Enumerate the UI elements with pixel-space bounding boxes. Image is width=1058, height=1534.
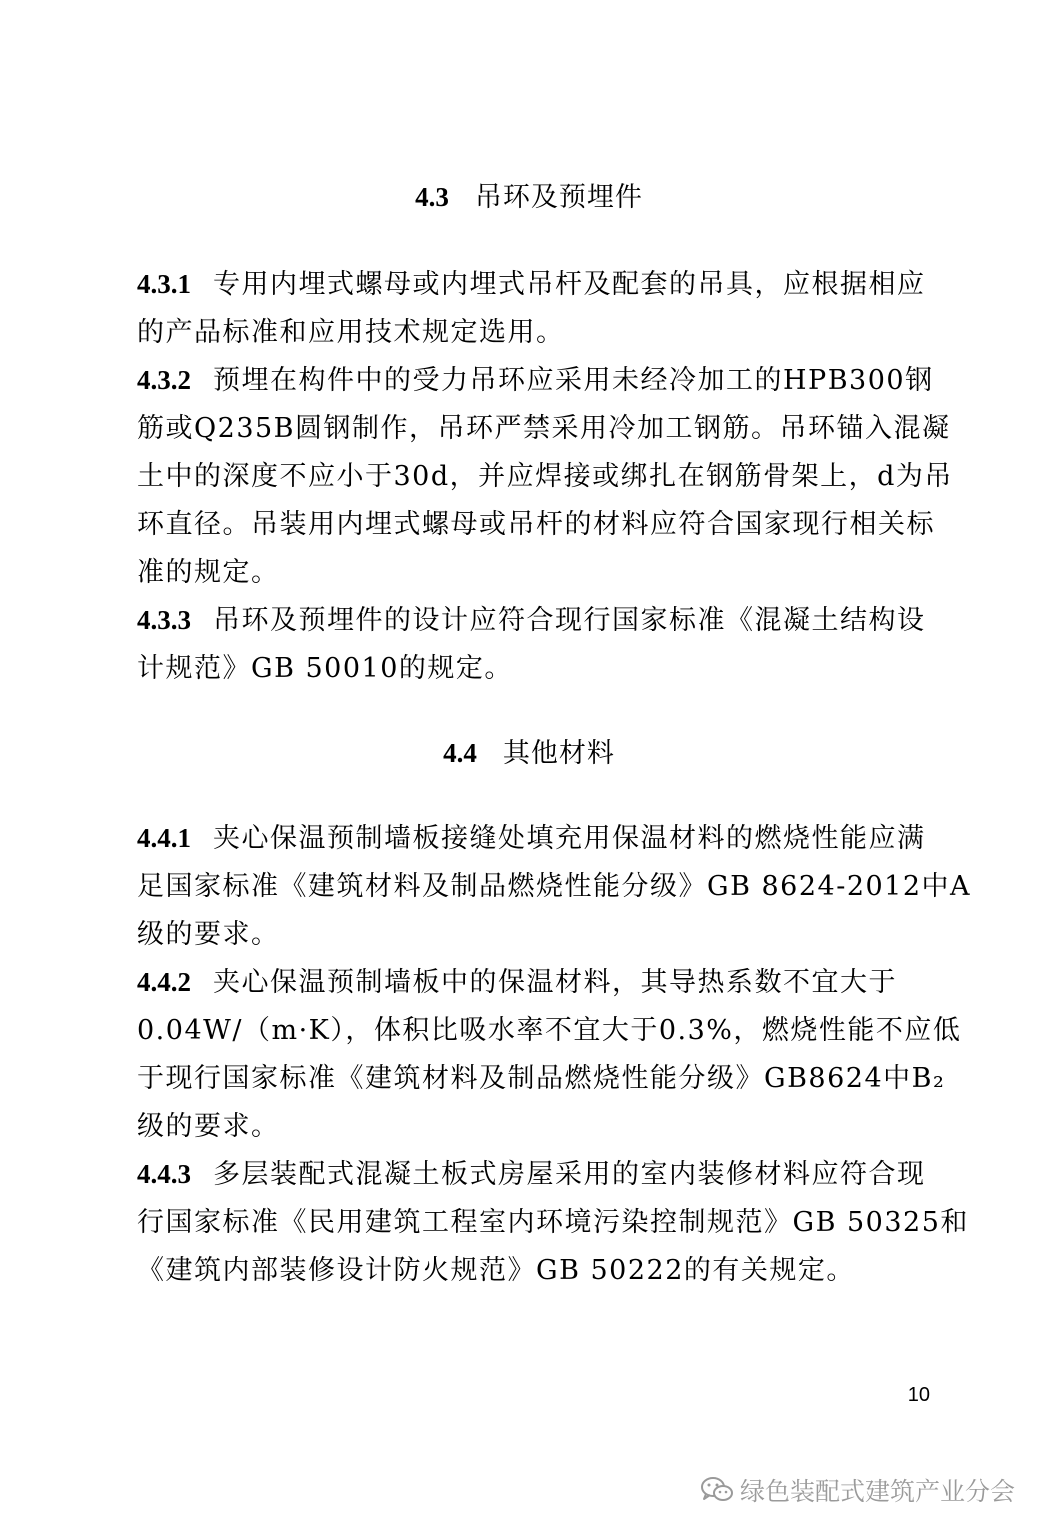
clause-4-4-2: [137, 958, 962, 1151]
clause-line: 于现行国家标准《建筑材料及制品燃烧性能分级》GB8624中B₂: [137, 1063, 946, 1094]
clause-line: 0.04W/（m·K），体积比吸水率不宜大于0.3%，燃烧性能不应低: [137, 1015, 962, 1046]
clause-line: 4.4.3 多层装配式混凝土板式房屋采用的室内装修材料应符合现: [137, 1150, 927, 1199]
section-heading-4-4: [0, 733, 1058, 774]
clause-number: 4.3.2: [137, 365, 191, 395]
watermark-text: 绿色装配式建筑产业分会: [740, 1477, 1016, 1506]
clause-line: 级的要求。: [137, 1111, 280, 1142]
clause-line: 级的要求。: [137, 919, 280, 950]
clause-line: 4.3.3 吊环及预埋件的设计应符合现行国家标准《混凝土结构设: [137, 596, 927, 645]
clause-line: 行国家标准《民用建筑工程室内环境污染控制规范》GB 50325和: [137, 1207, 969, 1238]
clause-line: 足国家标准《建筑材料及制品燃烧性能分级》GB 8624-2012中A: [137, 871, 972, 902]
wechat-icon: [700, 1476, 734, 1504]
clause-line: 4.4.2 夹心保温预制墙板中的保温材料，其导热系数不宜大于: [137, 958, 927, 1007]
clause-line: 4.3.1 专用内埋式螺母或内埋式吊杆及配套的吊具，应根据相应: [137, 260, 927, 309]
page-number: 10: [907, 1384, 930, 1406]
clause-line: 计规范》GB 50010的规定。: [137, 653, 513, 684]
clause-line: 土中的深度不应小于30d，并应焊接或绑扎在钢筋骨架上，d为吊: [137, 461, 953, 492]
clause-number: 4.3.3: [137, 605, 191, 635]
section-title: 其他材料: [502, 738, 615, 769]
section-number: 4.4: [443, 738, 477, 768]
clause-4-4-3: [137, 1150, 969, 1295]
clause-line: 《建筑内部装修设计防火规范》GB 50222的有关规定。: [137, 1255, 855, 1286]
clause-4-3-1: [137, 260, 927, 357]
clause-line: 4.3.2 预埋在构件中的受力吊环应采用未经冷加工的HPB300钢: [137, 356, 927, 405]
clause-line: 环直径。吊装用内埋式螺母或吊杆的材料应符合国家现行相关标: [137, 509, 935, 540]
clause-4-3-2: [137, 356, 953, 597]
clause-line: 4.4.1 夹心保温预制墙板接缝处填充用保温材料的燃烧性能应满: [137, 814, 927, 863]
clause-line: 准的规定。: [137, 557, 280, 588]
clause-number: 4.4.3: [137, 1159, 191, 1189]
section-number: 4.3: [415, 182, 449, 212]
clause-number: 4.3.1: [137, 269, 191, 299]
clause-number: 4.4.1: [137, 823, 191, 853]
section-title: 吊环及预埋件: [474, 182, 643, 213]
clause-4-4-1: [137, 814, 972, 959]
clause-4-3-3: [137, 596, 927, 693]
section-heading-4-3: [0, 177, 1058, 218]
watermark: [700, 1468, 1050, 1512]
clause-number: 4.4.2: [137, 967, 191, 997]
clause-line: 筋或Q235B圆钢制作，吊环严禁采用冷加工钢筋。吊环锚入混凝: [137, 413, 951, 444]
clause-line: 的产品标准和应用技术规定选用。: [137, 317, 565, 348]
